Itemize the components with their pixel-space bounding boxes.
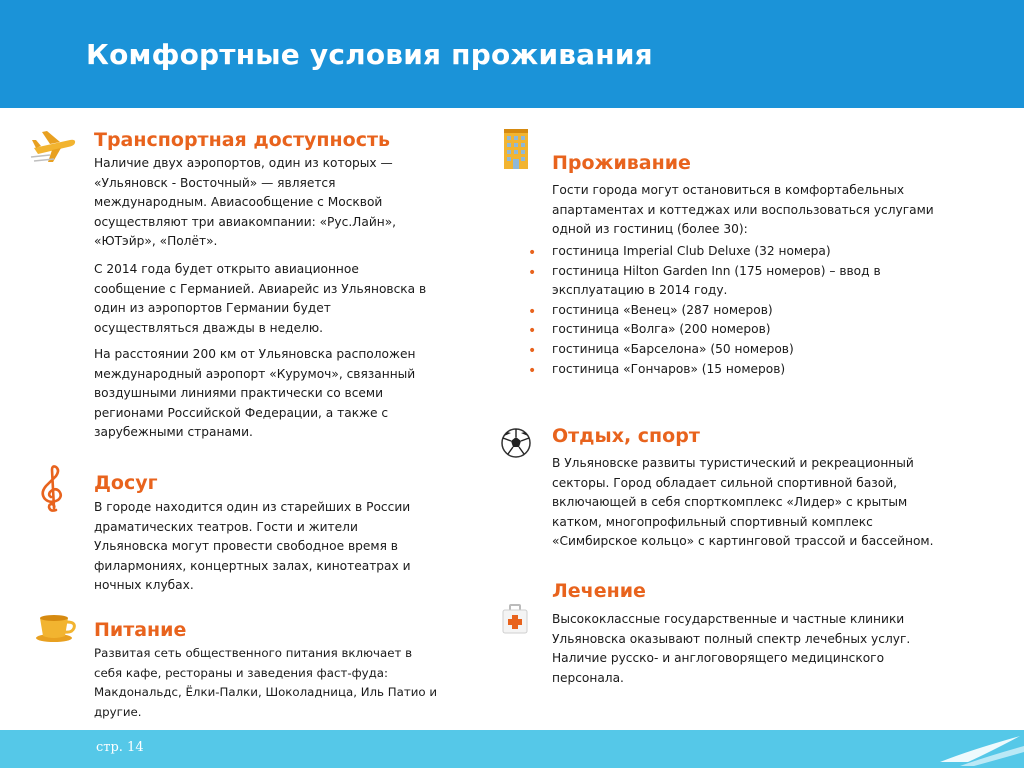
list-item: • гостиница «Гончаров» (15 номеров) xyxy=(528,361,786,379)
list-item: • гостиница «Барселона» (50 номеров) xyxy=(528,341,794,359)
airplane-icon xyxy=(30,126,78,166)
accommodation-intro: Гости города могут остановиться в комфортабельных апартаментах и коттеджах или воспользоваться услугами одной из гостиниц (более 30): xyxy=(552,183,934,237)
list-item: • гостиница Hilton Garden Inn (175 номеров) – ввод в эксплуатацию в 2014 году. xyxy=(528,263,881,298)
transport-paragraph-2: С 2014 года будет открыто авиационное сообщение с Германией. Авиарейс из Ульяновска в один из аэропортов Германии будет осуществляться дважды в неделю. xyxy=(94,262,427,335)
coffee-cup-icon xyxy=(34,610,78,644)
treble-clef-icon xyxy=(36,464,72,514)
list-item: • гостиница Imperial Club Deluxe (32 номера) xyxy=(528,244,831,261)
leisure-paragraph: В городе находится один из старейших в России драматических театров. Гости и жители Ульяновска могут провести свободное время в филармониях, концертных залах, кинотеатрах и ночных клубах. xyxy=(94,500,411,593)
soccer-ball-icon xyxy=(500,427,532,459)
food-title: Питание xyxy=(94,619,187,641)
sport-title: Отдых, спорт xyxy=(552,425,700,447)
list-item: • гостиница «Венец» (287 номеров) xyxy=(528,302,773,320)
medical-title: Лечение xyxy=(552,580,646,602)
transport-title: Транспортная доступность xyxy=(94,129,390,151)
header-bar xyxy=(0,0,1024,108)
food-paragraph: Развитая сеть общественного питания включает в себя кафе, рестораны и заведения фаст-фуда: Макдональдс, Ёлки-Палки, Шоколадница, Иль Патио и другие. xyxy=(94,646,438,719)
page-number: стр. 14 xyxy=(96,740,144,755)
accommodation-title: Проживание xyxy=(552,152,691,174)
footer-bar xyxy=(0,730,1024,768)
transport-paragraph-1: Наличие двух аэропортов, один из которых — «Ульяновск - Восточный» — является международным. Авиасообщение с Москвой осуществляют три авиакомпании: «Рус.Лайн», «ЮТэйр», «Полёт». xyxy=(94,156,397,249)
logo-swoosh-icon xyxy=(940,732,1024,766)
first-aid-kit-icon xyxy=(501,603,529,635)
medical-paragraph: Высококлассные государственные и частные клиники Ульяновска оказывают полный спектр лечебных услуг. Наличие русско- и англоговорящего медицинского персонала. xyxy=(552,612,911,685)
building-icon xyxy=(502,127,530,169)
sport-paragraph: В Ульяновске развиты туристический и рекреационный секторы. Город обладает сильной спортивной базой, включающей в себя спорткомплекс «Лидер» с крытым катком, многопрофильный спортивный комплекс «Симбирское кольцо» с картинговой трассой и бассейном. xyxy=(552,456,934,549)
transport-paragraph-3: На расстоянии 200 км от Ульяновска расположен международный аэропорт «Курумоч», связанный воздушными линиями практически со всеми регионами Российской Федерации, а также с зарубежными странами. xyxy=(94,347,416,440)
page-title: Комфортные условия проживания xyxy=(86,38,653,71)
leisure-title: Досуг xyxy=(94,472,158,494)
hotel-list xyxy=(528,242,992,379)
list-item: • гостиница «Волга» (200 номеров) xyxy=(528,322,771,340)
